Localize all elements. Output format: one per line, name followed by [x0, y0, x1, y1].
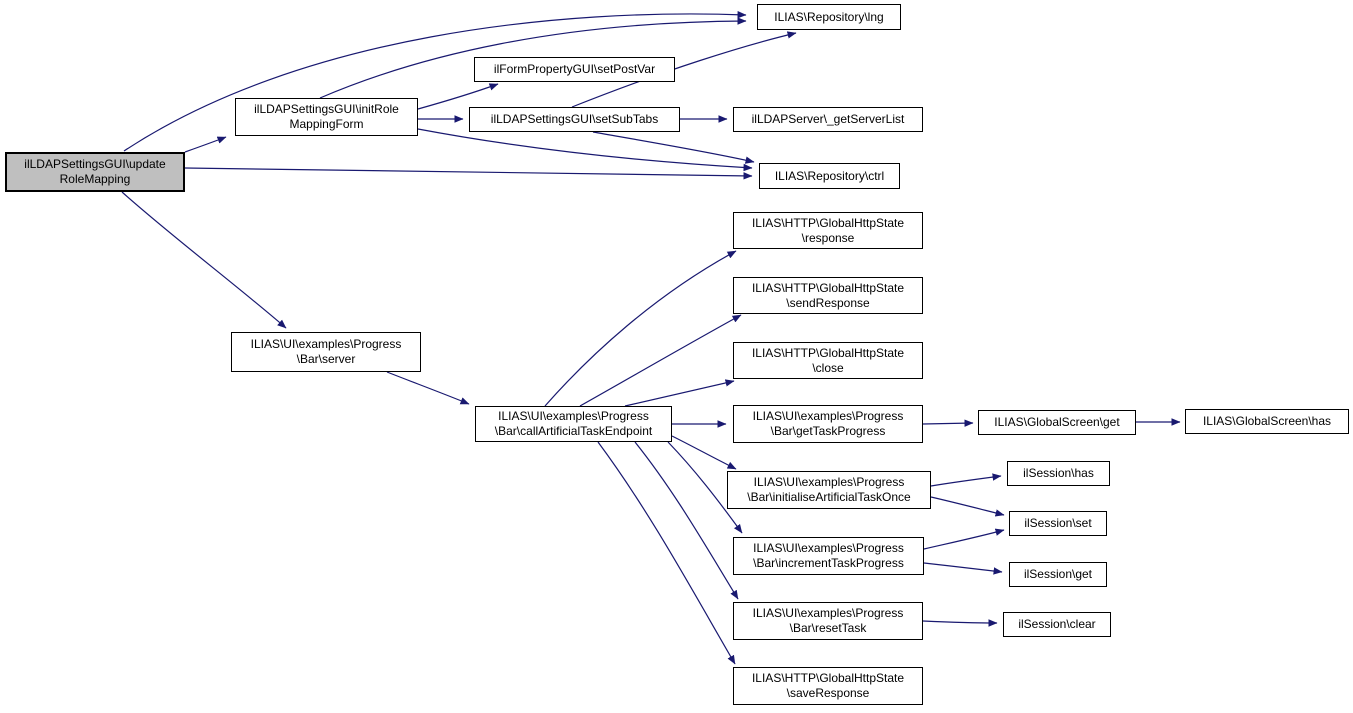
graph-node-increment-task-progress[interactable]: [733, 537, 924, 575]
graph-node-http-send-response[interactable]: [733, 277, 923, 314]
graph-node-http-response[interactable]: [733, 212, 923, 249]
node-label-line: ilLDAPSettingsGUI\setSubTabs: [490, 112, 659, 126]
graph-node-set-post-var[interactable]: [474, 57, 675, 82]
node-label-line: ilLDAPSettingsGUI\initRole: [254, 102, 399, 116]
graph-node-globalscreen-get[interactable]: [978, 410, 1136, 435]
graph-node-http-close[interactable]: [733, 342, 923, 379]
graph-node-ilsession-has[interactable]: [1007, 461, 1110, 486]
node-label-line: ilSession\has: [1023, 466, 1094, 480]
node-label-line: ilSession\get: [1023, 567, 1093, 581]
node-label-line: ILIAS\Repository\lng: [774, 9, 884, 24]
graph-node-call-artificial-task-endpoint[interactable]: [475, 406, 672, 442]
node-label-line: \Bar\server: [296, 352, 356, 366]
edge-call-artificial-task-endpoint--http-close: [625, 381, 734, 406]
graph-node-http-save-response[interactable]: [733, 667, 923, 705]
graph-node-reset-task[interactable]: [733, 602, 923, 640]
edge-get-task-progress--globalscreen-get: [923, 423, 973, 424]
node-label-line: ILIAS\HTTP\GlobalHttpState: [751, 280, 905, 295]
node-label-line: ILIAS\Repository\ctrl: [774, 168, 885, 183]
node-label-line: \Bar\initialiseArtificialTaskOnce: [747, 490, 911, 504]
graph-node-globalscreen-has[interactable]: [1185, 409, 1349, 434]
node-label-line: RoleMapping: [59, 172, 131, 186]
edge-increment-task-progress--ilsession-set: [924, 530, 1004, 549]
edge-initialise-artificial-task-once--ilsession-has: [931, 476, 1001, 486]
node-label-line: ILIAS\UI\examples\Progress: [752, 409, 904, 423]
graph-node-ilsession-set[interactable]: [1009, 511, 1107, 536]
node-label-line: \sendResponse: [786, 295, 870, 310]
graph-node-repository-ctrl[interactable]: [759, 163, 900, 189]
edge-call-artificial-task-endpoint--http-send-response: [580, 315, 741, 406]
node-label-line: ilSession\set: [1024, 516, 1092, 530]
graph-node-ilsession-clear[interactable]: [1003, 612, 1111, 637]
edge-call-artificial-task-endpoint--initialise-artificial-task-once: [672, 436, 736, 469]
edge-reset-task--ilsession-clear: [923, 621, 997, 623]
node-label-line: ilLDAPServer\_getServerList: [751, 112, 905, 126]
edge-progress-bar-server--call-artificial-task-endpoint: [387, 372, 469, 404]
node-label-line: ILIAS\GlobalScreen\has: [1202, 414, 1332, 428]
node-label-line: ILIAS\HTTP\GlobalHttpState: [751, 671, 905, 685]
node-label-line: ILIAS\UI\examples\Progress: [752, 606, 904, 620]
edge-call-artificial-task-endpoint--http-response: [545, 251, 736, 406]
edge-initialise-artificial-task-once--ilsession-set: [931, 497, 1004, 515]
graph-node-update-role-mapping[interactable]: [5, 152, 185, 192]
edge-call-artificial-task-endpoint--http-save-response: [598, 442, 735, 664]
node-label-line: ILIAS\UI\examples\Progress: [753, 475, 905, 489]
edge-update-role-mapping--init-role-mapping-form: [185, 137, 226, 152]
node-label-line: \close: [812, 360, 844, 375]
edge-update-role-mapping--repository-ctrl: [185, 168, 752, 176]
graph-node-repository-lng[interactable]: [757, 4, 901, 30]
node-label-line: ILIAS\HTTP\GlobalHttpState: [751, 345, 905, 360]
node-label-line: \Bar\resetTask: [789, 621, 867, 635]
node-label-line: ILIAS\HTTP\GlobalHttpState: [751, 215, 905, 230]
node-label-line: ILIAS\GlobalScreen\get: [994, 415, 1120, 429]
edge-increment-task-progress--ilsession-get: [924, 563, 1002, 572]
graph-node-set-sub-tabs[interactable]: [469, 107, 680, 132]
graph-node-progress-bar-server[interactable]: [231, 332, 421, 372]
graph-node-init-role-mapping-form[interactable]: [235, 98, 418, 136]
node-label-line: \Bar\callArtificialTaskEndpoint: [494, 424, 653, 438]
graph-node-initialise-artificial-task-once[interactable]: [727, 471, 931, 509]
node-label-line: \saveResponse: [786, 686, 870, 700]
graph-node-get-task-progress[interactable]: [733, 405, 923, 443]
graph-node-ilsession-get[interactable]: [1009, 562, 1107, 587]
edge-init-role-mapping-form--repository-ctrl: [418, 129, 752, 168]
edge-update-role-mapping--progress-bar-server: [122, 192, 286, 328]
node-label-line: ILIAS\UI\examples\Progress: [498, 409, 649, 423]
graph-node-get-server-list[interactable]: [733, 107, 923, 132]
node-label-line: \Bar\getTaskProgress: [770, 424, 886, 438]
node-label-line: ilFormPropertyGUI\setPostVar: [493, 62, 656, 76]
node-label-line: ILIAS\UI\examples\Progress: [250, 337, 402, 351]
node-label-line: ILIAS\UI\examples\Progress: [753, 541, 904, 555]
node-label-line: \response: [801, 230, 855, 245]
edge-init-role-mapping-form--set-post-var: [418, 84, 498, 109]
node-label-line: ilLDAPSettingsGUI\update: [24, 157, 166, 171]
node-label-line: ilSession\clear: [1018, 617, 1096, 631]
node-label-line: MappingForm: [289, 117, 364, 131]
node-label-line: \Bar\incrementTaskProgress: [753, 556, 904, 570]
